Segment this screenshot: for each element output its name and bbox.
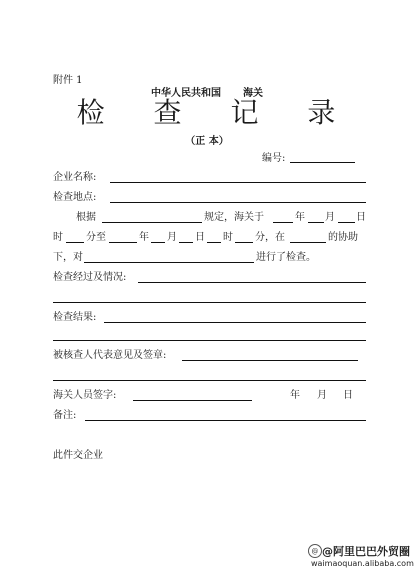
number-label: 编号: <box>262 153 286 164</box>
inspected-suffix: 进行了检查。 <box>256 252 316 263</box>
inspected-party-opinion-field <box>182 360 358 361</box>
month-field-2 <box>151 242 165 243</box>
minute-to-label: 分至 <box>86 232 106 243</box>
officer-signature-field <box>133 400 252 401</box>
delivery-note: 此件交企业 <box>53 450 103 461</box>
basis-provision: 规定，海关于 <box>204 212 264 223</box>
year-field-2 <box>109 242 137 243</box>
basis-prefix: 根据 <box>76 212 96 223</box>
day-label-2: 日 <box>195 232 205 243</box>
basis-field <box>102 222 202 223</box>
inspected-party-field <box>84 262 254 263</box>
day-field-2 <box>179 242 193 243</box>
sign-day-label: 日 <box>343 390 353 401</box>
company-name-field <box>110 182 366 183</box>
result-field-1 <box>104 322 366 323</box>
result-label: 检查结果: <box>53 312 97 323</box>
hour-label-2: 时 <box>223 232 233 243</box>
sign-month-label: 月 <box>317 390 327 401</box>
inspection-place-label: 检查地点: <box>53 192 97 203</box>
day-field <box>338 222 355 223</box>
process-situation-field-1 <box>138 282 366 283</box>
document-subtitle: （正 本） <box>185 136 229 147</box>
to-prefix: 下，对 <box>53 252 83 263</box>
hour-field-2 <box>207 242 221 243</box>
process-situation-field-2 <box>53 302 366 303</box>
attachment-label: 附件 1 <box>53 75 83 86</box>
officer-signature-label: 海关人员签字: <box>53 390 117 401</box>
result-field-2 <box>53 340 366 341</box>
remark-label: 备注: <box>53 410 77 421</box>
year-label: 年 <box>295 212 305 223</box>
remark-field <box>85 420 366 421</box>
month-label-2: 月 <box>167 232 177 243</box>
month-field <box>308 222 324 223</box>
inspection-place-field <box>110 202 366 203</box>
minute-at-label: 分，在 <box>255 232 285 243</box>
at-sign-icon: @ <box>308 544 322 558</box>
inspected-party-opinion-label: 被核查人代表意见及签章: <box>53 350 167 361</box>
day-label: 日 <box>356 212 366 223</box>
minute-field-1 <box>66 242 84 243</box>
watermark <box>308 543 414 573</box>
number-field <box>290 162 355 163</box>
hour-label-1: 时 <box>53 232 63 243</box>
month-label: 月 <box>325 212 335 223</box>
watermark-line1: @阿里巴巴外贸圈 <box>322 545 410 558</box>
header-country: 中华人民共和国 <box>151 88 221 99</box>
assisting-party-field <box>290 242 326 243</box>
document-title: 检 查 记 录 <box>76 96 356 129</box>
year-field <box>273 222 293 223</box>
year-label-2: 年 <box>139 232 149 243</box>
assisted-by-label: 的协助 <box>328 232 358 243</box>
company-name-label: 企业名称: <box>53 172 97 183</box>
process-situation-label: 检查经过及情况: <box>53 272 127 283</box>
watermark-line2: waimaoquan.alibaba.com <box>311 559 414 568</box>
minute-field-2 <box>235 242 253 243</box>
sign-year-label: 年 <box>290 390 300 401</box>
header-customs: 海关 <box>243 88 263 99</box>
inspected-party-opinion-field-2 <box>53 380 366 381</box>
